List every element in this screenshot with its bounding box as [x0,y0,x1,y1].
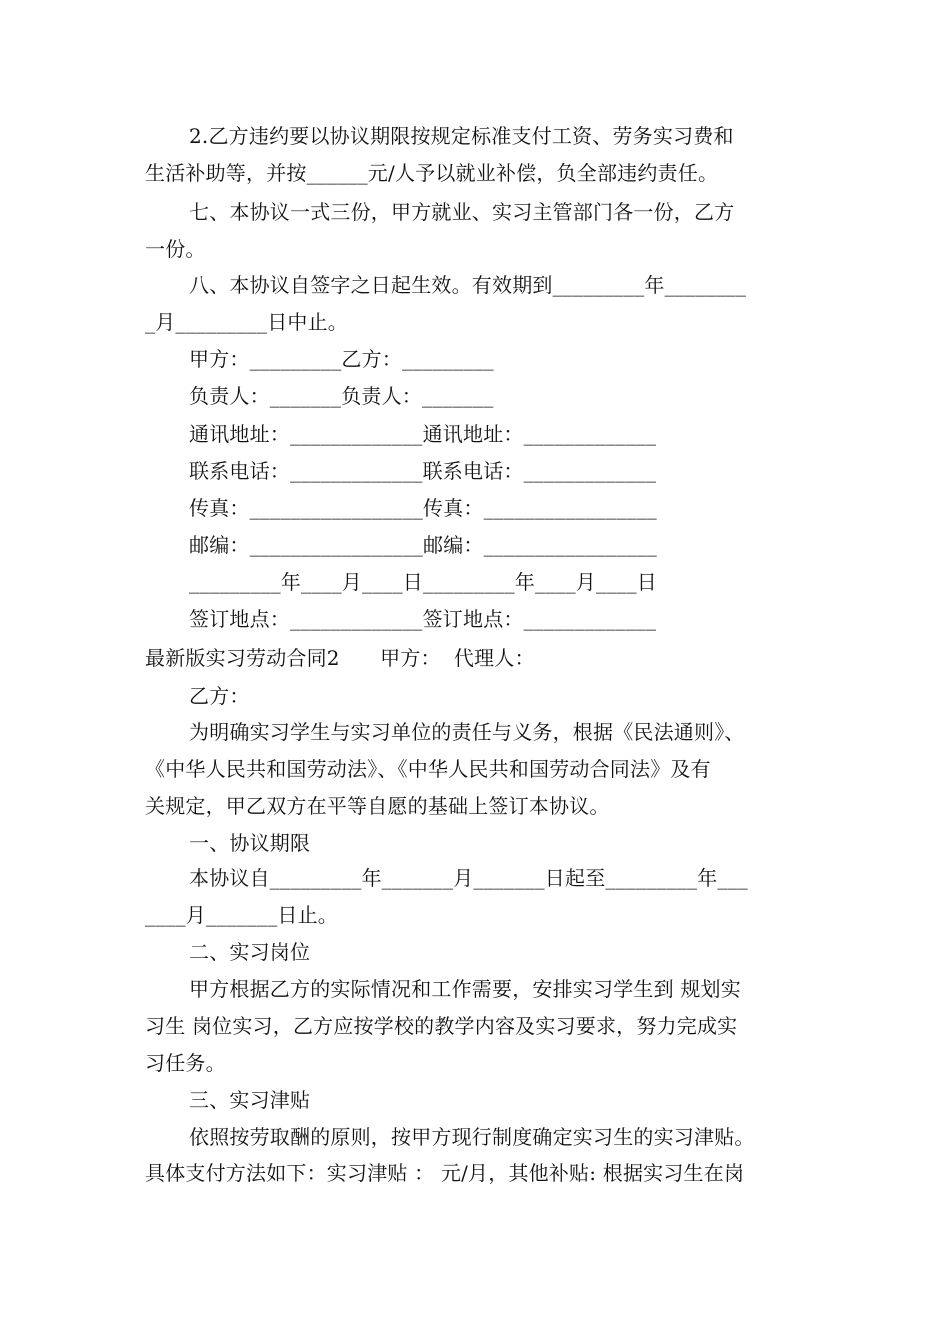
text-line: 关规定，甲乙双方在平等自愿的基础上签订本协议。 [145,794,610,818]
text-line: 习生 岗位实习，乙方应按学校的教学内容及实习要求，努力完成实 [145,1014,738,1038]
text-line: 《中华人民共和国劳动法》、《中华人民共和国劳动合同法》及有 [145,757,711,781]
text-line: 一份。 [145,237,206,261]
signature-row: 通讯地址：_____________通讯地址：_____________ [189,422,657,446]
text-line: _月_________日中止。 [145,310,348,334]
text-line: 习任务。 [145,1051,226,1075]
section-heading: 一、协议期限 [189,831,311,855]
signature-row: 传真：_________________传真：_________________ [189,496,657,520]
text-line: 甲方根据乙方的实际情况和工作需要，安排实习学生到 规划实 [189,977,741,1001]
section-title: 最新版实习劳动合同2 甲方： 代理人： [145,646,535,670]
text-line: 七、本协议一式三份，甲方就业、实习主管部门各一份，乙方 [189,200,735,224]
text-line: 依照按劳取酬的原则，按甲方现行制度确定实习生的实习津贴。 [189,1125,755,1149]
signature-row: _________年____月____日_________年____月____日 [189,570,657,594]
text-line: 具体支付方法如下：实习津贴 ： 元/月，其他补贴: 根据实习生在岗 [145,1161,745,1185]
signature-row: 联系电话：_____________联系电话：_____________ [189,459,657,483]
text-line: 生活补助等，并按______元/人予以就业补偿，负全部违约责任。 [145,161,719,185]
text-line: 乙方： [189,684,250,708]
signature-row: 负责人：_______负责人：_______ [189,384,494,408]
text-line: 本协议自_________年_______月_______日起至_________年___ [189,866,748,890]
signature-row: 签订地点：_____________签订地点：_____________ [189,607,657,631]
signature-row: 邮编：_________________邮编：_________________ [189,533,657,557]
text-line: 2.乙方违约要以协议期限按规定标准支付工资、劳务实习费和 [189,124,734,148]
signature-row: 甲方：_________乙方：_________ [189,347,494,371]
text-line: 八、本协议自签字之日起生效。有效期到_________年________ [189,273,747,297]
text-line: ____月_______日止。 [145,903,338,927]
section-heading: 三、实习津贴 [189,1088,311,1112]
section-heading: 二、实习岗位 [189,940,311,964]
text-line: 为明确实习学生与实习单位的责任与义务，根据《民法通则》、 [189,720,745,744]
